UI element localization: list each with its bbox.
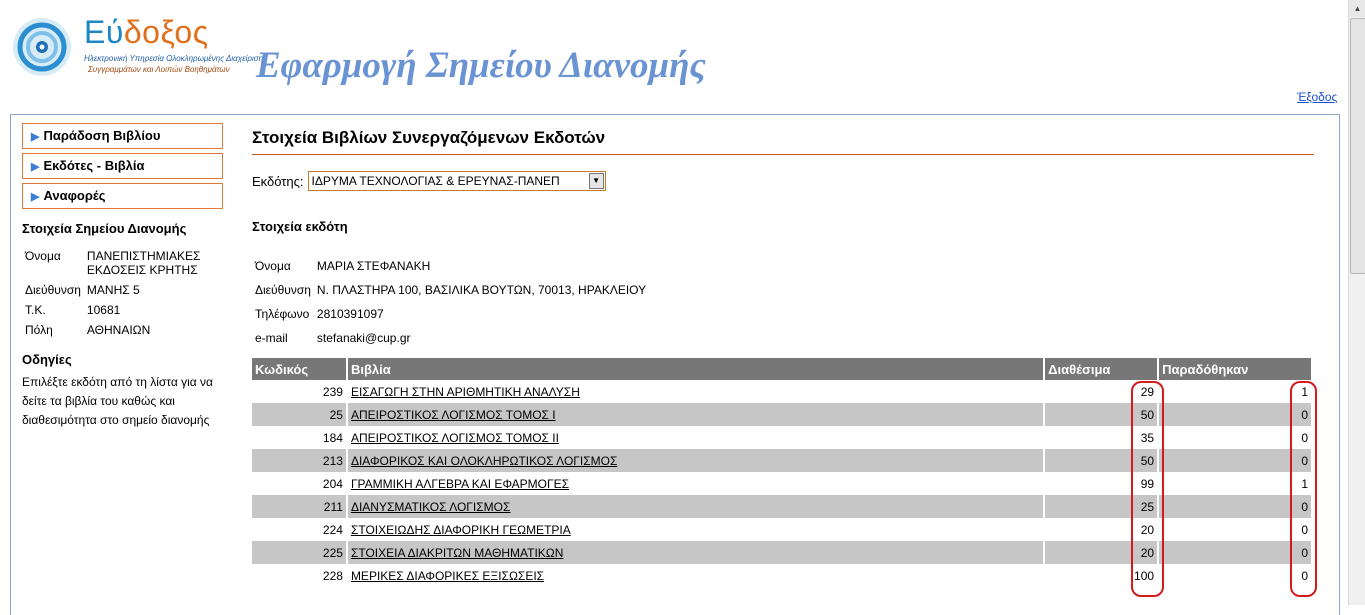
book-available: 20: [1044, 541, 1158, 564]
book-title-link[interactable]: ΣΤΟΙΧΕΙΑ ΔΙΑΚΡΙΤΩΝ ΜΑΘΗΜΑΤΙΚΩΝ: [350, 545, 564, 560]
info-value: ΜΑΝΗΣ 5: [86, 283, 140, 297]
delivered-highlight-annotation: [1290, 381, 1317, 597]
distribution-point-heading: Στοιχεία Σημείου Διανομής: [22, 221, 187, 236]
col-header-code[interactable]: Κωδικός: [252, 358, 347, 380]
triangle-right-icon: ▶: [31, 161, 40, 173]
book-available: 20: [1044, 518, 1158, 541]
book-title-link[interactable]: ΓΡΑΜΜΙΚΗ ΑΛΓΕΒΡΑ ΚΑΙ ΕΦΑΡΜΟΓΕΣ: [350, 476, 570, 491]
book-delivered: 1: [1158, 472, 1312, 495]
publisher-select[interactable]: [308, 171, 606, 191]
menu-item-book-delivery[interactable]: [22, 123, 223, 149]
book-available: 29: [1044, 380, 1158, 403]
book-title-cell: [347, 426, 1044, 449]
info-value: ΠΑΝΕΠΙΣΤΗΜΙΑΚΕΣ ΕΚΔΟΣΕΙΣ ΚΡΗΤΗΣ: [86, 249, 201, 277]
info-label: Διεύθυνση: [25, 283, 81, 297]
table-header-row: [252, 358, 1312, 380]
book-available: 50: [1044, 403, 1158, 426]
header: [0, 0, 1348, 112]
menu-item-reports[interactable]: [22, 183, 223, 209]
book-title-cell: [347, 495, 1044, 518]
book-title-link[interactable]: ΕΙΣΑΓΩΓΗ ΣΤΗΝ ΑΡΙΘΜΗΤΙΚΗ ΑΝΑΛΥΣΗ: [350, 384, 580, 399]
book-title-cell: [347, 564, 1044, 587]
book-code: 25: [252, 403, 347, 426]
publisher-selected-value: ΙΔΡΥΜΑ ΤΕΧΝΟΛΟΓΙΑΣ & ΕΡΕΥΝΑΣ-ΠΑΝΕΠ: [311, 174, 560, 188]
col-header-available[interactable]: Διαθέσιμα: [1044, 358, 1158, 380]
menu-item-label: Εκδότες - Βιβλία: [43, 158, 145, 173]
book-delivered: 0: [1158, 518, 1312, 541]
book-code: 213: [252, 449, 347, 472]
detail-label: Διεύθυνση: [255, 283, 311, 297]
book-delivered: 0: [1158, 541, 1312, 564]
main-content: [252, 128, 1314, 350]
scroll-thumb[interactable]: [1350, 18, 1365, 274]
detail-value: stefanaki@cup.gr: [316, 331, 411, 345]
publisher-selector-row: [252, 171, 1314, 191]
logo-swirl-icon: [10, 12, 80, 82]
menu-item-label: Παράδοση Βιβλίου: [43, 128, 161, 143]
logout-link[interactable]: Έξοδος: [1297, 90, 1338, 104]
publisher-details-heading: Στοιχεία εκδότη: [252, 219, 348, 234]
instructions-heading: Οδηγίες: [22, 352, 72, 367]
page-title: Στοιχεία Βιβλίων Συνεργαζόμενων Εκδοτών: [252, 128, 1314, 155]
info-label: Τ.Κ.: [25, 303, 46, 317]
book-delivered: 0: [1158, 403, 1312, 426]
book-available: 35: [1044, 426, 1158, 449]
info-value: 10681: [86, 303, 121, 317]
book-code: 204: [252, 472, 347, 495]
eudoxus-logo[interactable]: [10, 12, 267, 82]
book-title-link[interactable]: ΔΙΑΦΟΡΙΚΟΣ ΚΑΙ ΟΛΟΚΛΗΡΩΤΙΚΟΣ ΛΟΓΙΣΜΟΣ: [350, 453, 618, 468]
detail-label: Τηλέφωνο: [255, 307, 310, 321]
chevron-down-icon[interactable]: ▼: [589, 173, 604, 189]
book-code: 228: [252, 564, 347, 587]
logo-wordmark: Εύδοξος: [84, 14, 209, 50]
col-header-books[interactable]: Βιβλία: [347, 358, 1044, 380]
info-label: Πόλη: [25, 323, 53, 337]
detail-value: ΜΑΡΙΑ ΣΤΕΦΑΝΑΚΗ: [316, 259, 431, 273]
detail-label: Όνομα: [255, 259, 291, 273]
app-title: Εφαρμογή Σημείου Διανομής: [256, 45, 706, 86]
book-available: 99: [1044, 472, 1158, 495]
book-title-link[interactable]: ΜΕΡΙΚΕΣ ΔΙΑΦΟΡΙΚΕΣ ΕΞΙΣΩΣΕΙΣ: [350, 568, 545, 583]
book-code: 211: [252, 495, 347, 518]
book-delivered: 0: [1158, 449, 1312, 472]
book-delivered: 0: [1158, 426, 1312, 449]
detail-value: Ν. ΠΛΑΣΤΗΡΑ 100, ΒΑΣΙΛΙΚΑ ΒΟΥΤΩΝ, 70013, ΗΡΑΚΛΕΙΟΥ: [316, 283, 647, 297]
book-title-cell: [347, 449, 1044, 472]
book-available: 50: [1044, 449, 1158, 472]
book-code: 239: [252, 380, 347, 403]
scroll-up-arrow-icon[interactable]: ▲: [1349, 0, 1365, 17]
sidebar: [22, 123, 223, 430]
publisher-label: Εκδότης:: [252, 173, 304, 189]
col-header-delivered[interactable]: Παραδόθηκαν: [1158, 358, 1312, 380]
vertical-scrollbar[interactable]: [1348, 0, 1365, 605]
book-title-cell: [347, 518, 1044, 541]
instructions-text: Επιλέξτε εκδότη από τη λίστα για να δείτε τα βιβλία του καθώς και διαθεσιμότητα στο σημείο διανομής: [22, 375, 213, 427]
book-code: 225: [252, 541, 347, 564]
available-highlight-annotation: [1131, 381, 1164, 597]
book-title-link[interactable]: ΣΤΟΙΧΕΙΩΔΗΣ ΔΙΑΦΟΡΙΚΗ ΓΕΩΜΕΤΡΙΑ: [350, 522, 571, 537]
book-delivered: 0: [1158, 495, 1312, 518]
book-code: 224: [252, 518, 347, 541]
book-title-link[interactable]: ΑΠΕΙΡΟΣΤΙΚΟΣ ΛΟΓΙΣΜΟΣ ΤΟΜΟΣ ΙΙ: [350, 430, 559, 445]
book-title-link[interactable]: ΔΙΑΝΥΣΜΑΤΙΚΟΣ ΛΟΓΙΣΜΟΣ: [350, 499, 511, 514]
book-title-cell: [347, 380, 1044, 403]
book-delivered: 0: [1158, 564, 1312, 587]
book-delivered: 1: [1158, 380, 1312, 403]
menu-item-publishers-books[interactable]: [22, 153, 223, 179]
book-title-cell: [347, 472, 1044, 495]
logo-subtitle-2: Συγγραμμάτων και Λοιπών Βοηθημάτων: [88, 65, 230, 74]
logo-subtitle-1: Ηλεκτρονική Υπηρεσία Ολοκληρωμένης Διαχείρισης: [84, 54, 267, 63]
publisher-details: [252, 254, 649, 350]
book-title-cell: [347, 403, 1044, 426]
menu-item-label: Αναφορές: [43, 188, 106, 203]
book-code: 184: [252, 426, 347, 449]
book-title-cell: [347, 541, 1044, 564]
distribution-point-info: [22, 246, 223, 340]
triangle-right-icon: ▶: [31, 191, 40, 203]
info-value: ΑΘΗΝΑΙΩΝ: [86, 323, 151, 337]
detail-label: e-mail: [255, 331, 288, 345]
book-available: 100: [1044, 564, 1158, 587]
book-title-link[interactable]: ΑΠΕΙΡΟΣΤΙΚΟΣ ΛΟΓΙΣΜΟΣ ΤΟΜΟΣ Ι: [350, 407, 556, 422]
detail-value: 2810391097: [316, 307, 384, 321]
book-available: 25: [1044, 495, 1158, 518]
info-label: Όνομα: [25, 249, 61, 263]
triangle-right-icon: ▶: [31, 131, 40, 143]
